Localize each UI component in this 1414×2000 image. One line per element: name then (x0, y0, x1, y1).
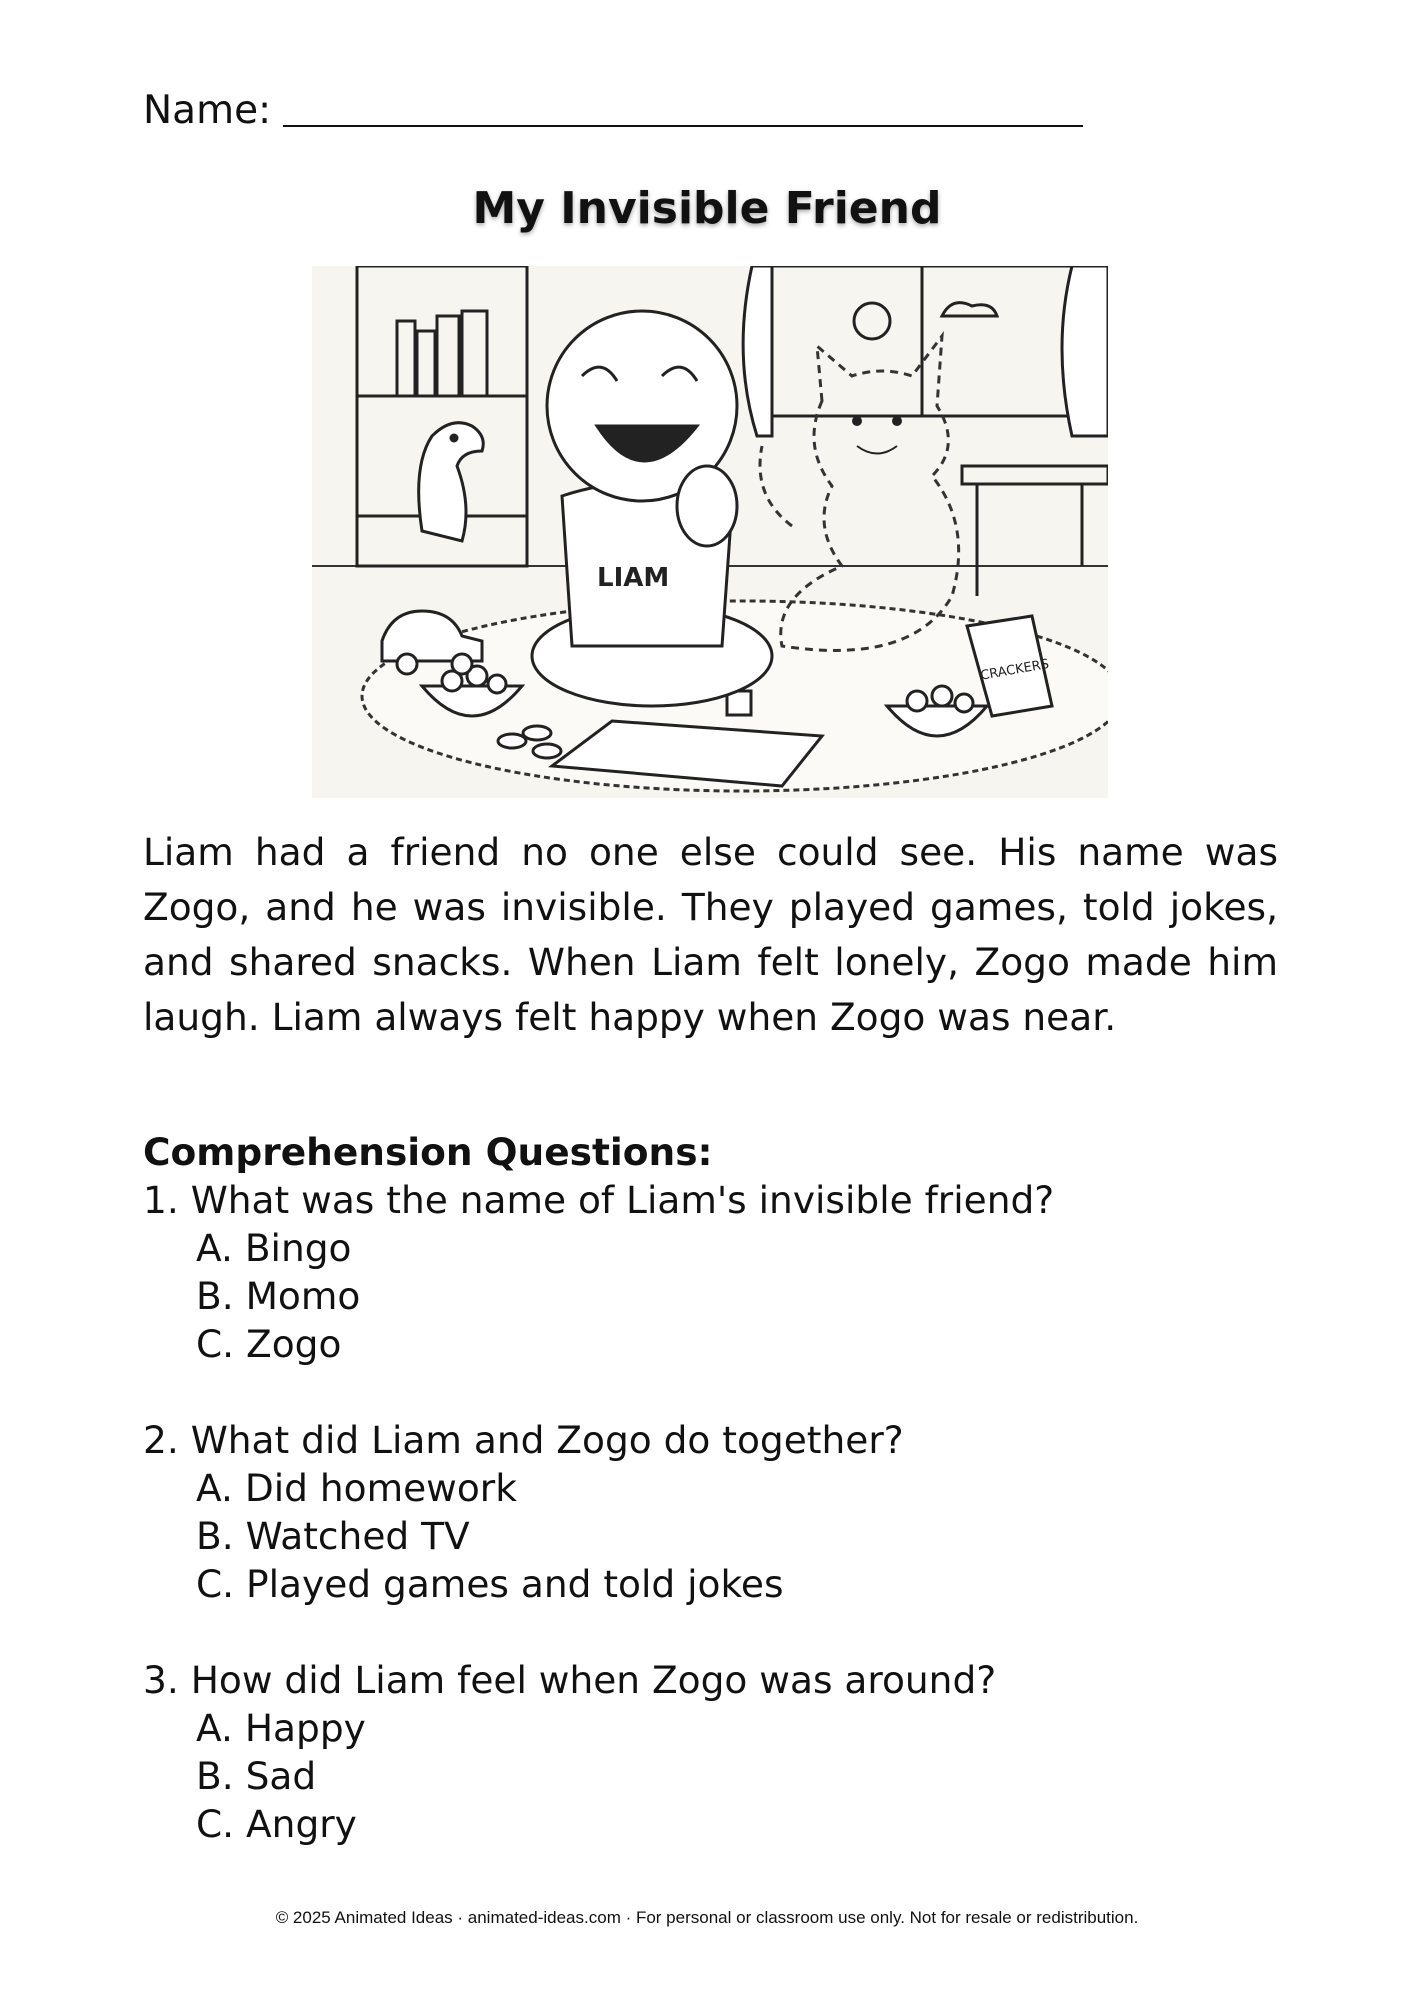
illustration-svg (312, 266, 1108, 798)
answer-option[interactable]: A. Did homework (196, 1466, 517, 1510)
question-text: 1. What was the name of Liam's invisible friend? (143, 1178, 1055, 1222)
questions-heading: Comprehension Questions: (143, 1130, 713, 1174)
question-3 (143, 1656, 1278, 1848)
question-1 (143, 1176, 1278, 1368)
name-blank-line[interactable] (283, 91, 1083, 127)
answer-option[interactable]: C. Zogo (196, 1322, 342, 1366)
name-label: Name: (143, 88, 272, 133)
shirt-text: LIAM (597, 563, 670, 593)
answer-option[interactable]: B. Sad (196, 1754, 317, 1798)
comprehension-questions (143, 1128, 1278, 1896)
zogo-face (853, 417, 901, 454)
invisible-friend-zogo (760, 336, 959, 650)
side-table (962, 466, 1108, 596)
name-field[interactable] (143, 88, 1083, 133)
story-illustration (312, 266, 1108, 798)
dinosaur-toy (419, 423, 484, 541)
question-text: 3. How did Liam feel when Zogo was around? (143, 1658, 997, 1702)
question-2 (143, 1416, 1278, 1608)
answer-option[interactable]: A. Bingo (196, 1226, 352, 1270)
answer-option[interactable]: A. Happy (196, 1706, 366, 1750)
answer-option[interactable]: C. Angry (196, 1802, 357, 1846)
copyright-footer: © 2025 Animated Ideas · animated-ideas.com · For personal or classroom use only. Not for resale or redistribution. (275, 1908, 1139, 1927)
story-paragraph: Liam had a friend no one else could see. His name was Zogo, and he was invisible. They played games, told jokes, and shared snacks. When Liam felt lonely, Zogo made him laugh. Liam always felt happy when Zogo was near. (143, 830, 1278, 1039)
answer-option[interactable]: B. Watched TV (196, 1514, 470, 1558)
crackers-label: CRACKERS (979, 656, 1051, 684)
question-text: 2. What did Liam and Zogo do together? (143, 1418, 904, 1462)
boy-liam (532, 311, 772, 706)
window (743, 266, 1108, 436)
answer-option[interactable]: C. Played games and told jokes (196, 1562, 784, 1606)
worksheet-title: My Invisible Friend (472, 183, 942, 234)
answer-option[interactable]: B. Momo (196, 1274, 361, 1318)
